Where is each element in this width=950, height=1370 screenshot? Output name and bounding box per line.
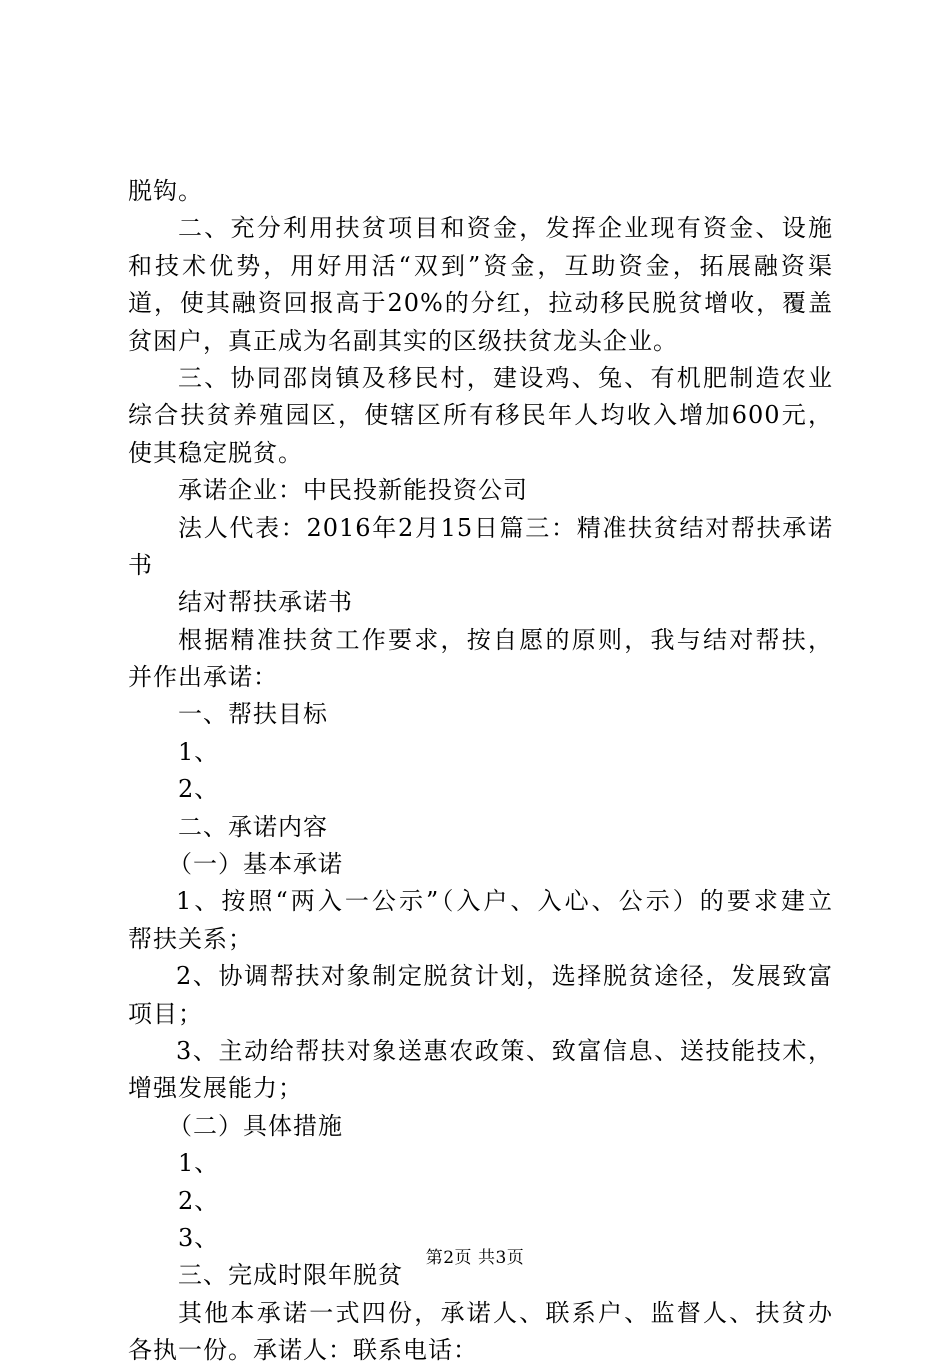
text-line: 2、协调帮扶对象制定脱贫计划，选择脱贫途径，发展致富: [176, 962, 833, 991]
text-line: 一、帮扶目标: [178, 700, 328, 729]
text-line: 使其稳定脱贫。: [128, 438, 303, 467]
text-line: 2、: [178, 1186, 220, 1215]
text-line: 帮扶关系；: [128, 924, 253, 953]
text-line: （二）具体措施: [168, 1111, 343, 1140]
text-line: 1、: [178, 737, 220, 766]
text-line: 书: [128, 550, 153, 579]
text-line: 根据精准扶贫工作要求，按自愿的原则，我与结对帮扶，: [178, 625, 833, 654]
text-line: 贫困户，真正成为名副其实的区级扶贫龙头企业。: [128, 326, 678, 355]
text-line: 法人代表：2016年2月15日篇三：精准扶贫结对帮扶承诺: [178, 513, 833, 542]
page-number-footer: 第2页 共3页: [425, 1248, 525, 1268]
text-line: 承诺企业：中民投新能投资公司: [178, 476, 528, 505]
text-line: 二、充分利用扶贫项目和资金，发挥企业现有资金、设施: [178, 214, 833, 243]
text-line: 结对帮扶承诺书: [178, 588, 353, 617]
text-line: 3、: [178, 1223, 220, 1252]
text-line: 3、主动给帮扶对象送惠农政策、致富信息、送技能技术，: [176, 1036, 833, 1065]
text-line: 三、协同邵岗镇及移民村，建设鸡、兔、有机肥制造农业: [178, 363, 833, 392]
text-line: 道，使其融资回报高于20%的分红，拉动移民脱贫增收，覆盖: [128, 289, 833, 318]
text-line: 1、按照“两入一公示”（入户、入心、公示）的要求建立: [176, 887, 833, 916]
text-line: 脱钩。: [128, 177, 203, 205]
text-line: 增强发展能力；: [128, 1074, 303, 1103]
text-line: 并作出承诺：: [128, 663, 278, 692]
document-body: [128, 173, 833, 1370]
text-line: 2、: [178, 775, 220, 804]
text-line: （一）基本承诺: [168, 850, 343, 879]
text-line: 其他本承诺一式四份，承诺人、联系户、监督人、扶贫办: [178, 1298, 833, 1327]
text-line: 各执一份。承诺人：联系电话：: [128, 1336, 478, 1365]
text-line: 综合扶贫养殖园区，使辖区所有移民年人均收入增加600元，: [128, 401, 833, 430]
text-line: 三、完成时限年脱贫: [178, 1261, 403, 1290]
text-line: 1、: [178, 1149, 220, 1178]
text-line: 和技术优势，用好用活“双到”资金，互助资金，拓展融资渠: [128, 251, 833, 280]
text-line: 项目；: [128, 999, 203, 1028]
text-line: 二、承诺内容: [178, 812, 328, 841]
